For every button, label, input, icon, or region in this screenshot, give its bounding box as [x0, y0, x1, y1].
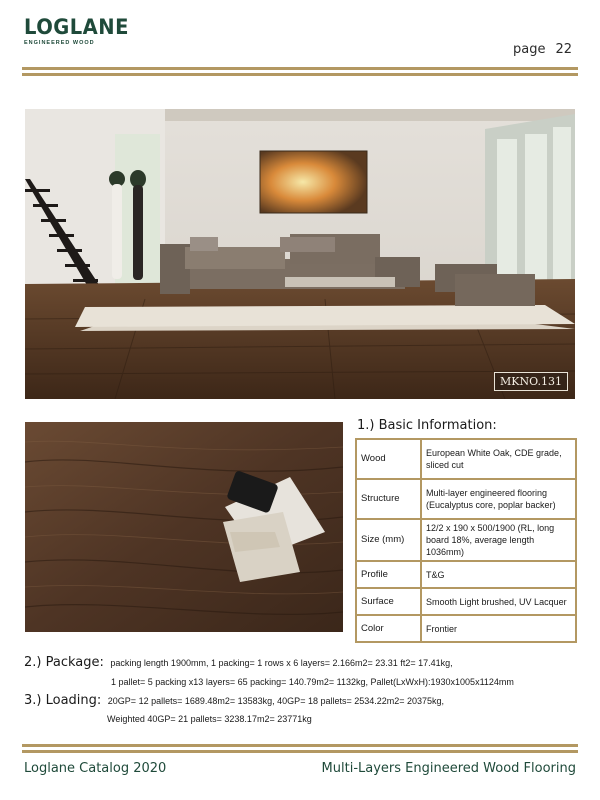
page-indicator [513, 42, 572, 57]
header-rule-bottom [22, 73, 578, 76]
table-row [356, 561, 576, 588]
spec-key: Structure [356, 479, 421, 519]
spec-key: Surface [356, 588, 421, 615]
spec-value: Multi-layer engineered flooring (Eucalyptus core, poplar backer) [421, 479, 576, 519]
loading-text-2: Weighted 40GP= 21 pallets= 3238.17m2= 23771kg [107, 714, 312, 724]
footer-product-line: Multi-Layers Engineered Wood Flooring [321, 761, 576, 776]
table-row [356, 439, 576, 479]
table-row [356, 479, 576, 519]
spec-value: 12/2 x 190 x 500/1900 (RL, long board 18%, average length 1036mm) [421, 519, 576, 561]
package-text-2: 1 pallet= 5 packing x13 layers= 65 packing= 140.79m2= 1132kg, Pallet(LxWxH):1930x1005x1124mm [111, 677, 514, 687]
basic-info-title: 1.) Basic Information: [357, 418, 497, 433]
package-text-1: packing length 1900mm, 1 packing= 1 rows x 6 layers= 2.166m2= 23.31 ft2= 17.41kg, [110, 658, 453, 668]
logo-wordmark: LOGLANE [24, 15, 129, 39]
floor-sample-illustration [25, 422, 343, 632]
model-number-tag: MKNO.131 [494, 372, 568, 391]
package-line-1 [24, 655, 453, 670]
spec-value: Frontier [421, 615, 576, 642]
logo-tagline: ENGINEERED WOOD [24, 40, 95, 46]
header-rule-top [22, 67, 578, 70]
footer-rule-bottom [22, 750, 578, 753]
page-number: 22 [555, 42, 572, 57]
room-scene-illustration [25, 109, 575, 399]
loading-line-1 [24, 693, 444, 708]
spec-key: Size (mm) [356, 519, 421, 561]
spec-key: Wood [356, 439, 421, 479]
brand-logo [24, 15, 129, 46]
table-row [356, 519, 576, 561]
spec-key: Color [356, 615, 421, 642]
spec-table [355, 438, 577, 643]
footer-rule-top [22, 744, 578, 747]
floor-sample-image [25, 422, 343, 632]
loading-text-1: 20GP= 12 pallets= 1689.48m2= 13583kg, 40GP= 18 pallets= 2534.22m2= 20375kg, [107, 696, 445, 706]
footer-catalog-title: Loglane Catalog 2020 [24, 761, 167, 776]
spec-value: Smooth Light brushed, UV Lacquer [421, 588, 576, 615]
page-label: page [512, 42, 546, 57]
spec-value: T&G [421, 561, 576, 588]
table-row [356, 615, 576, 642]
spec-key: Profile [356, 561, 421, 588]
loading-title: 3.) Loading: [24, 693, 102, 708]
spec-value: European White Oak, CDE grade, sliced cut [421, 439, 576, 479]
package-title: 2.) Package: [24, 655, 104, 670]
table-row [356, 588, 576, 615]
room-scene-image [25, 109, 575, 399]
